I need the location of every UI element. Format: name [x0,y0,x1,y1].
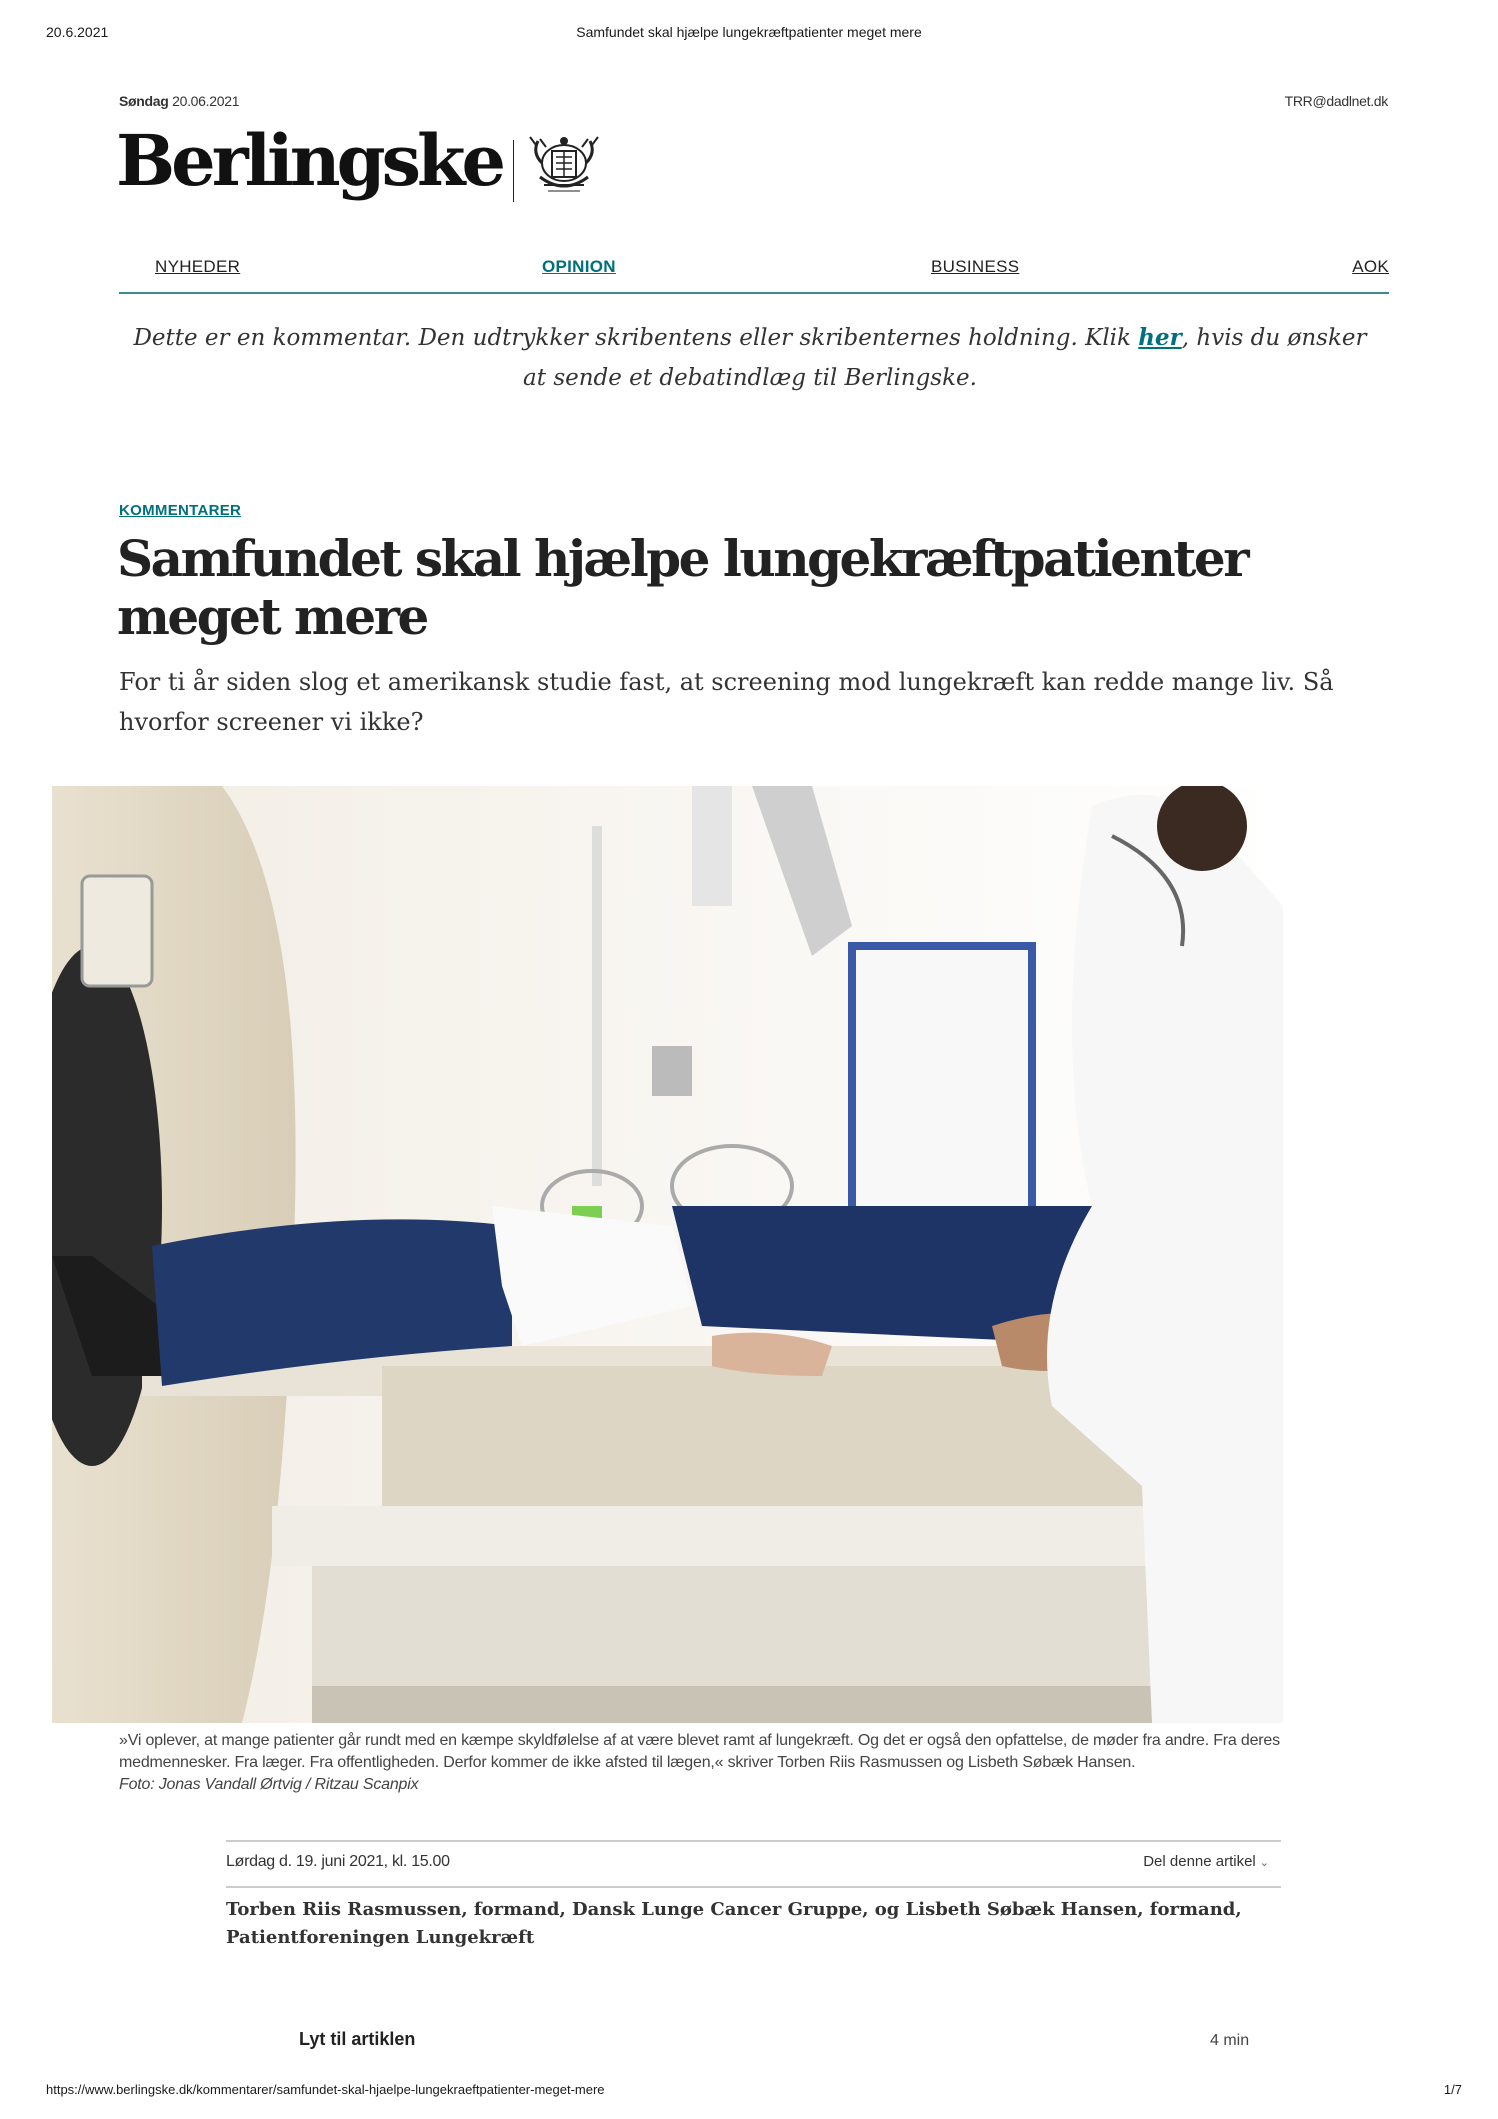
chevron-down-icon: ⌄ [1259,1857,1269,1869]
edition-date-value: 20.06.2021 [172,93,240,109]
opinion-disclaimer [130,318,1370,398]
publish-date: Lørdag d. 19. juni 2021, kl. 15.00 [226,1853,450,1870]
disclaimer-text-start: Dette er en kommentar. Den udtrykker skribentens eller skribenternes holdning. Klik [133,325,1139,351]
listen-article-button[interactable]: Lyt til artiklen [299,2029,416,2049]
nav-item-opinion[interactable]: OPINION [542,257,616,276]
print-date: 20.6.2021 [46,24,109,40]
berlingske-logo[interactable]: Berlingske [116,119,503,202]
nav-item-business[interactable]: BUSINESS [931,257,1020,276]
article-authors: Torben Riis Rasmussen, formand, Dansk Lunge Cancer Gruppe, og Lisbeth Søbæk Hansen, formand, Patientforeningen Lungekræft [226,1899,1242,1948]
logo-divider [513,140,514,202]
article-meta [226,1840,1281,1888]
disclaimer-text-end: , hvis du ønsker at sende et debatindlæg til Berlingske. [523,325,1367,391]
nav-item-aok[interactable]: AOK [1352,257,1389,276]
share-article-button[interactable] [1143,1853,1269,1870]
edition-date [119,93,239,109]
nav-item-nyheder[interactable]: NYHEDER [155,257,241,276]
article-subheadline: For ti år siden slog et amerikansk studie fast, at screening mod lungekræft kan redde mange liv. Så hvorfor screener vi ikke? [119,668,1334,736]
section-label[interactable]: KOMMENTARER [119,502,242,519]
print-title: Samfundet skal hjælpe lungekræftpatienter meget mere [576,24,922,40]
share-label: Del denne artikel [1143,1853,1256,1870]
user-email[interactable]: TRR@dadlnet.dk [1284,93,1388,109]
print-page-number: 1/7 [1443,2082,1462,2097]
print-url: https://www.berlingske.dk/kommentarer/samfundet-skal-hjaelpe-lungekraeftpatienter-meget-mere [46,2082,605,2097]
article-photo [52,786,1283,1723]
submit-debate-link[interactable]: her [1138,324,1182,351]
crest-icon [522,133,606,209]
edition-weekday: Søndag [119,93,169,109]
photo-caption [119,1730,1389,1796]
section-nav [119,254,1389,294]
listen-duration: 4 min [1210,2032,1250,2049]
photo-credit: Foto: Jonas Vandall Ørtvig / Ritzau Scanpix [119,1776,419,1793]
article-headline: Samfundet skal hjælpe lungekræftpatienter meget mere [117,529,1248,646]
caption-text: »Vi oplever, at mange patienter går rundt med en kæmpe skyldfølelse af at være blevet ramt af lungekræft. Og det er også den opfattelse, de møder fra andre. Fra deres medmennesker. Fra læger. Fra offentligheden. Derfor kommer de ikke afsted til lægen,« skriver Torben Riis Rasmussen og Lisbeth Søbæk Hansen. [119,1732,1280,1771]
